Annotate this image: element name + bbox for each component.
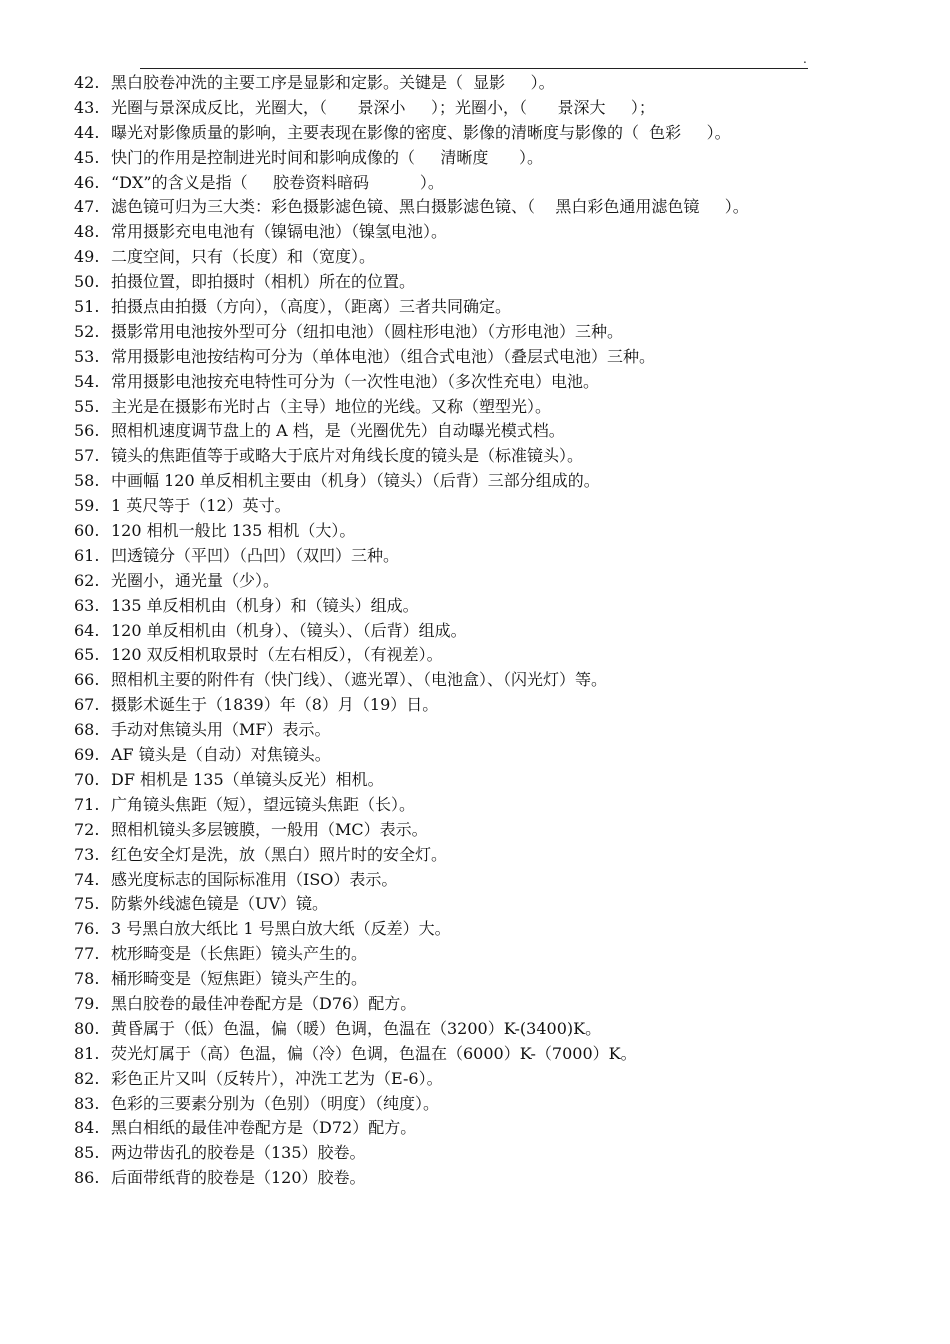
item-number: 75. [74,894,100,914]
list-item [74,594,749,619]
item-number: 70. [74,769,100,789]
list-item [74,71,749,96]
list-item [74,345,749,370]
item-text: 凹透镜分（平凹）（凸凹）（双凹）三种。 [111,545,400,565]
item-text: 120 相机一般比 135 相机（大）。 [111,521,356,541]
item-number: 60. [74,521,100,541]
item-text: 黑白胶卷的最佳冲卷配方是（D76）配方。 [111,993,417,1013]
item-number: 50. [74,272,100,292]
list-item [74,992,749,1017]
item-number: 56. [74,421,100,441]
list-item [74,619,749,644]
list-item [74,395,749,420]
item-number: 76. [74,919,100,939]
list-item [74,1141,749,1166]
item-text: 中画幅 120 单反相机主要由（机身）（镜头）（后背）三部分组成的。 [111,471,600,491]
item-text: 彩色正片又叫（反转片），冲洗工艺为（E-6）。 [111,1068,443,1088]
item-text: 黑白相纸的最佳冲卷配方是（D72）配方。 [111,1118,417,1138]
item-number: 54. [74,371,100,391]
item-number: 72. [74,819,100,839]
item-number: 74. [74,869,100,889]
list-item [74,868,749,893]
item-text: 桶形畸变是（短焦距）镜头产生的。 [111,969,368,989]
list-item [74,245,749,270]
list-item [74,1116,749,1141]
item-text: 照相机速度调节盘上的 A 档，是（光圈优先）自动曝光模式档。 [111,421,565,441]
list-item [74,419,749,444]
item-text: 色彩的三要素分别为（色别）（明度）（纯度）。 [111,1093,440,1113]
list-item [74,693,749,718]
item-text: 曝光对影像质量的影响，主要表现在影像的密度、影像的清晰度与影像的（ 色彩 ）。 [111,122,731,142]
question-list [74,71,749,1191]
item-text: 常用摄影电池按结构可分为（单体电池）（组合式电池）（叠层式电池）三种。 [111,346,656,366]
item-text: 荧光灯属于（高）色温，偏（冷）色调，色温在（6000）K-（7000）K。 [111,1043,637,1063]
item-number: 80. [74,1018,100,1038]
list-item [74,1166,749,1191]
item-text: 黄昏属于（低）色温，偏（暖）色调，色温在（3200）K-(3400)K。 [111,1018,602,1038]
list-item [74,743,749,768]
list-item [74,370,749,395]
list-item [74,643,749,668]
item-text: 光圈小，通光量（少）。 [111,570,280,590]
item-text: 镜头的焦距值等于或略大于底片对角线长度的镜头是（标准镜头）。 [111,446,584,466]
list-item [74,146,749,171]
item-number: 63. [74,595,100,615]
item-number: 48. [74,222,100,242]
item-number: 81. [74,1043,100,1063]
item-number: 67. [74,695,100,715]
list-item [74,818,749,843]
item-text: 后面带纸背的胶卷是（120）胶卷。 [111,1168,366,1188]
item-number: 78. [74,969,100,989]
item-text: “DX”的含义是指（ 胶卷资料暗码 ）。 [111,172,444,192]
list-item [74,668,749,693]
item-number: 43. [74,97,100,117]
list-item [74,1042,749,1067]
list-item [74,544,749,569]
item-number: 66. [74,670,100,690]
item-number: 83. [74,1093,100,1113]
item-number: 86. [74,1168,100,1188]
list-item [74,320,749,345]
item-number: 73. [74,844,100,864]
item-number: 85. [74,1143,100,1163]
list-item [74,195,749,220]
item-number: 82. [74,1068,100,1088]
item-number: 53. [74,346,100,366]
item-text: 照相机镜头多层镀膜，一般用（MC）表示。 [111,819,428,839]
item-number: 64. [74,620,100,640]
list-item [74,768,749,793]
item-text: 二度空间，只有（长度）和（宽度）。 [111,247,376,267]
item-number: 49. [74,247,100,267]
item-text: 135 单反相机由（机身）和（镜头）组成。 [111,595,419,615]
item-number: 79. [74,993,100,1013]
list-item [74,892,749,917]
item-number: 47. [74,197,100,217]
list-item [74,96,749,121]
item-text: 防紫外线滤色镜是（UV）镜。 [111,894,329,914]
item-number: 55. [74,396,100,416]
item-text: 枕形畸变是（长焦距）镜头产生的。 [111,944,368,964]
list-item [74,270,749,295]
header-mark: . [803,52,807,66]
item-text: AF 镜头是（自动）对焦镜头。 [111,745,331,765]
list-item [74,220,749,245]
item-text: 滤色镜可归为三大类：彩色摄影滤色镜、黑白摄影滤色镜、（ 黑白彩色通用滤色镜 ）。 [111,197,749,217]
item-text: 照相机主要的附件有（快门线）、（遮光罩）、（电池盒）、（闪光灯）等。 [111,670,608,690]
list-item [74,121,749,146]
item-number: 61. [74,545,100,565]
item-text: 感光度标志的国际标准用（ISO）表示。 [111,869,398,889]
header-rule [140,68,808,69]
item-number: 59. [74,496,100,516]
item-text: 常用摄影电池按充电特性可分为（一次性电池）（多次性充电）电池。 [111,371,600,391]
list-item [74,917,749,942]
list-item [74,1017,749,1042]
item-number: 42. [74,73,100,92]
list-item [74,843,749,868]
item-number: 65. [74,645,100,665]
list-item [74,1067,749,1092]
list-item [74,171,749,196]
list-item [74,469,749,494]
item-number: 84. [74,1118,100,1138]
item-text: 拍摄位置，即拍摄时（相机）所在的位置。 [111,272,416,292]
list-item [74,569,749,594]
item-text: 拍摄点由拍摄（方向），（高度），（距离）三者共同确定。 [111,297,512,317]
item-number: 62. [74,570,100,590]
item-text: 主光是在摄影布光时占（主导）地位的光线。又称（塑型光）。 [111,396,552,416]
item-text: 120 单反相机由（机身）、（镜头）、（后背）组成。 [111,620,467,640]
item-number: 68. [74,720,100,740]
item-text: 1 英尺等于（12）英寸。 [111,496,291,516]
list-item [74,967,749,992]
item-number: 71. [74,794,100,814]
list-item [74,942,749,967]
item-number: 51. [74,297,100,317]
list-item [74,718,749,743]
list-item [74,494,749,519]
list-item [74,1092,749,1117]
list-item [74,295,749,320]
item-number: 46. [74,172,100,192]
item-number: 77. [74,944,100,964]
item-text: 3 号黑白放大纸比 1 号黑白放大纸（反差）大。 [111,919,451,939]
item-text: 两边带齿孔的胶卷是（135）胶卷。 [111,1143,366,1163]
item-text: 摄影术诞生于（1839）年（8）月（19）日。 [111,695,439,715]
item-text: DF 相机是 135（单镜头反光）相机。 [111,769,384,789]
item-text: 光圈与景深成反比，光圈大，（ 景深小 ）；光圈小，（ 景深大 ）； [111,97,655,117]
item-text: 常用摄影充电电池有（镍镉电池）（镍氢电池）。 [111,222,448,242]
item-number: 57. [74,446,100,466]
item-text: 120 双反相机取景时（左右相反），（有视差）。 [111,645,443,665]
item-text: 黑白胶卷冲洗的主要工序是显影和定影。关键是（ 显影 ）。 [111,73,555,92]
item-text: 红色安全灯是洗，放（黑白）照片时的安全灯。 [111,844,448,864]
item-number: 44. [74,122,100,142]
list-item [74,793,749,818]
item-number: 52. [74,321,100,341]
list-item [74,519,749,544]
item-text: 广角镜头焦距（短），望远镜头焦距（长）。 [111,794,416,814]
item-text: 快门的作用是控制进光时间和影响成像的（ 清晰度 ）。 [111,147,543,167]
item-number: 69. [74,745,100,765]
item-text: 手动对焦镜头用（MF）表示。 [111,720,331,740]
item-text: 摄影常用电池按外型可分（纽扣电池）（圆柱形电池）（方形电池）三种。 [111,321,624,341]
list-item [74,444,749,469]
item-number: 45. [74,147,100,167]
item-number: 58. [74,471,100,491]
